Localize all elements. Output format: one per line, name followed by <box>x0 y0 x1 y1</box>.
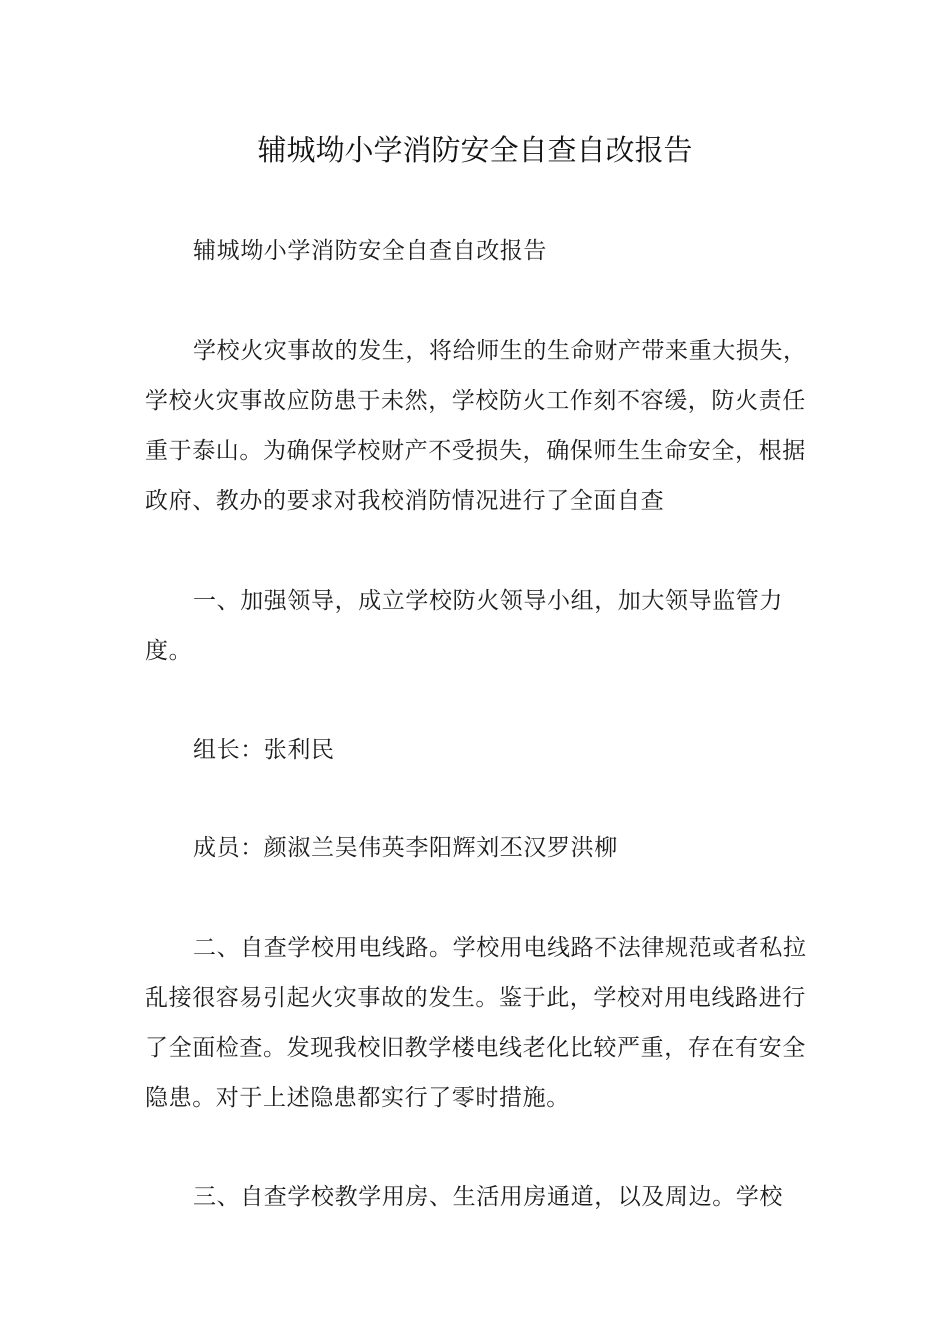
paragraph-section-two <box>145 923 810 1123</box>
document-title: 辅城坳小学消防安全自查自改报告 <box>257 133 693 167</box>
paragraph-intro <box>145 326 810 526</box>
paragraph-section-one <box>145 576 810 676</box>
paragraph-section-three <box>145 1172 810 1222</box>
paragraph-text: 学校火灾事故的发生，将给师生的生命财产带来重大损失，学校火灾事故应防患于未然，学校防火工作刻不容缓，防火责任重于泰山。为确保学校财产不受损失，确保师生生命安全，根据政府、教办的要求对我校消防情况进行了全面自查 <box>145 338 807 514</box>
paragraph-text: 二、自查学校用电线路。学校用电线路不法律规范或者私拉乱接很容易引起火灾事故的发生。鉴于此，学校对用电线路进行了全面检查。发现我校旧教学楼电线老化比较严重，存在有安全隐患。对于上述隐患都实行了零时措施。 <box>145 935 807 1111</box>
paragraph-leader <box>145 725 810 775</box>
paragraph-text: 成员：颜淑兰吴伟英李阳辉刘丕汉罗洪柳 <box>193 835 618 861</box>
paragraph-text: 一、加强领导，成立学校防火领导小组，加大领导监管力度。 <box>145 588 783 664</box>
paragraph-subtitle <box>145 226 810 276</box>
paragraph-text: 辅城坳小学消防安全自查自改报告 <box>193 238 547 264</box>
paragraph-text: 组长：张利民 <box>193 737 335 763</box>
paragraph-members <box>145 823 810 873</box>
paragraph-text: 三、自查学校教学用房、生活用房通道，以及周边。学校 <box>193 1184 783 1210</box>
